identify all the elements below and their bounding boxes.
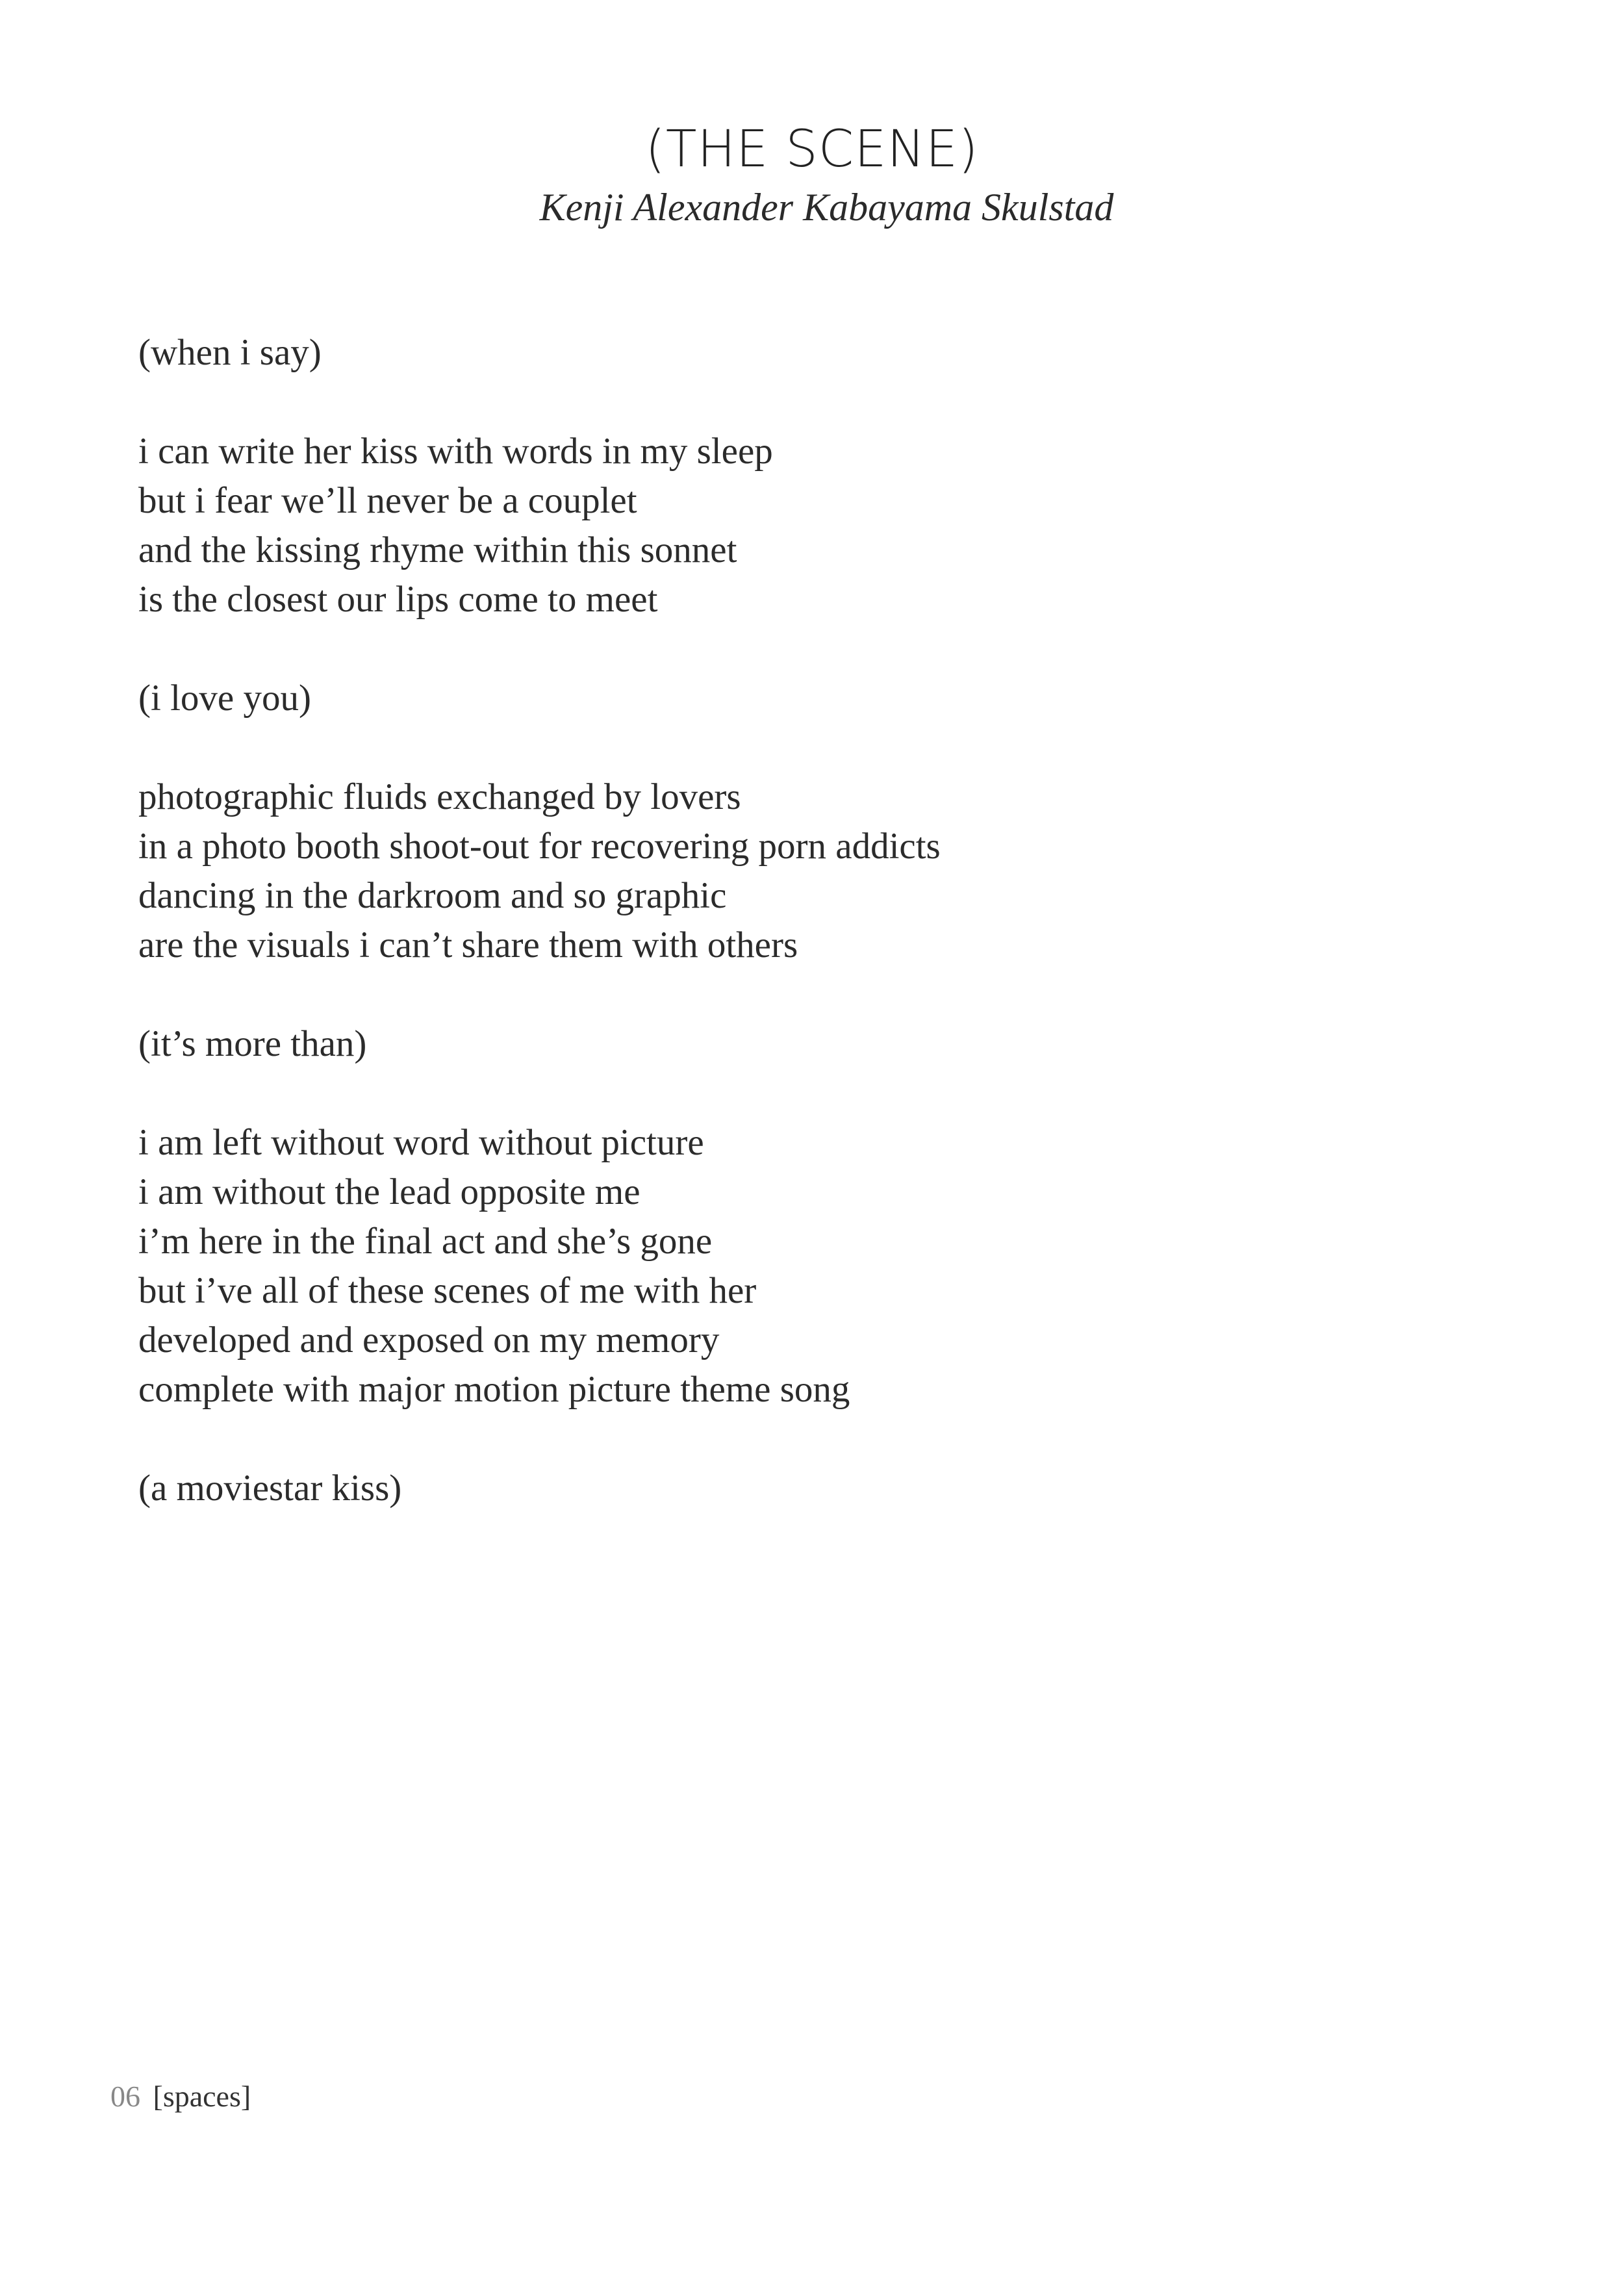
poem-line: is the closest our lips come to meet xyxy=(138,579,658,620)
poem-line: i’m here in the final act and she’s gone xyxy=(138,1221,713,1262)
poem-line: and the kissing rhyme within this sonnet xyxy=(138,530,737,570)
poem-line: dancing in the darkroom and so graphic xyxy=(138,875,727,916)
poem-line: in a photo booth shoot-out for recovering porn addicts xyxy=(138,826,941,867)
poem-line: i am without the lead opposite me xyxy=(138,1171,641,1212)
poem-line: (when i say) xyxy=(138,332,322,373)
poem-line: (i love you) xyxy=(138,678,311,719)
poem-line: (it’s more than) xyxy=(138,1023,367,1064)
publication-name: [spaces] xyxy=(153,2080,251,2113)
poem-body xyxy=(138,328,1503,1563)
stanza-refrain xyxy=(138,328,1503,377)
poem-line: are the visuals i can’t share them with others xyxy=(138,925,798,965)
page-number: 06 xyxy=(110,2080,140,2113)
poem-line: complete with major motion picture theme song xyxy=(138,1369,850,1410)
stanza-refrain xyxy=(138,1464,1503,1513)
stanza-refrain xyxy=(138,674,1503,723)
stanza xyxy=(138,1118,1503,1414)
author-name: Kenji Alexander Kabayama Skulstad xyxy=(539,186,1114,229)
poem-line: i can write her kiss with words in my sleep xyxy=(138,431,773,472)
stanza xyxy=(138,772,1503,970)
poem-line: but i’ve all of these scenes of me with her xyxy=(138,1270,757,1311)
poem-line: (a moviestar kiss) xyxy=(138,1468,402,1509)
stanza-refrain xyxy=(138,1019,1503,1069)
poem-line: but i fear we’ll never be a couplet xyxy=(138,480,637,521)
poem-title: (THE SCENE) xyxy=(645,120,979,179)
poem-line: photographic fluids exchanged by lovers xyxy=(138,776,741,817)
stanza xyxy=(138,427,1503,624)
poem-line: developed and exposed on my memory xyxy=(138,1320,720,1360)
poem-line: i am left without word without picture xyxy=(138,1122,704,1163)
page-footer xyxy=(110,2079,251,2113)
